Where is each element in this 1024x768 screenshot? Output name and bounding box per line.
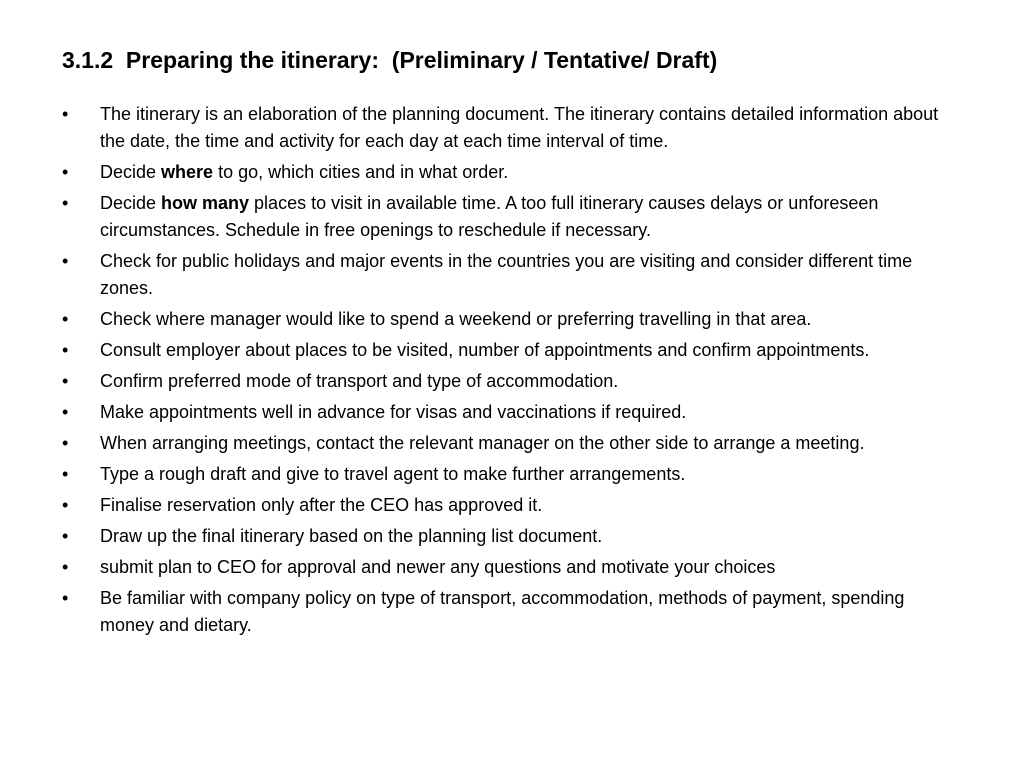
bullet-icon: • (62, 371, 69, 391)
bullet-icon: • (62, 464, 69, 484)
bullet-text: Be familiar with company policy on type of transport, accommodation, methods of payment, spending money and dietary. (100, 588, 905, 635)
list-item (62, 306, 962, 333)
list-item (62, 190, 962, 244)
bullet-icon: • (62, 557, 69, 577)
bullet-list (62, 101, 962, 643)
list-item (62, 399, 962, 426)
bullet-text: When arranging meetings, contact the relevant manager on the other side to arrange a meeting. (100, 433, 865, 453)
bullet-text: Confirm preferred mode of transport and type of accommodation. (100, 371, 619, 391)
bullet-text: Type a rough draft and give to travel agent to make further arrangements. (100, 464, 686, 484)
bullet-icon: • (62, 526, 69, 546)
bullet-text: Draw up the final itinerary based on the planning list document. (100, 526, 603, 546)
bullet-text: Check for public holidays and major events in the countries you are visiting and consider different time zones. (100, 251, 913, 298)
list-item (62, 159, 962, 186)
bullet-icon: • (62, 402, 69, 422)
bullet-text-pre: Decide (100, 162, 162, 182)
list-item (62, 430, 962, 457)
bullet-icon: • (62, 309, 69, 329)
bullet-text: Make appointments well in advance for visas and vaccinations if required. (100, 402, 687, 422)
list-item (62, 248, 962, 302)
bullet-text-emphasis: where (161, 162, 214, 182)
list-item (62, 461, 962, 488)
bullet-text: Finalise reservation only after the CEO has approved it. (100, 495, 543, 515)
list-item (62, 101, 962, 155)
bullet-icon: • (62, 251, 69, 271)
bullet-text: The itinerary is an elaboration of the planning document. The itinerary contains detailed information about the date, the time and activity for each day at each time interval of time. (100, 104, 939, 151)
list-item (62, 492, 962, 519)
bullet-text-post: to go, which cities and in what order. (213, 162, 509, 182)
bullet-text: Consult employer about places to be visited, number of appointments and confirm appointments. (100, 340, 870, 360)
bullet-text-emphasis: how many (161, 193, 250, 213)
bullet-text-pre: Decide (100, 193, 162, 213)
bullet-icon: • (62, 104, 69, 124)
list-item (62, 554, 962, 581)
bullet-icon: • (62, 193, 69, 213)
bullet-text (100, 193, 878, 240)
list-item (62, 585, 962, 639)
bullet-text-post: places to visit in available time. A too full itinerary causes delays or unforeseen circumstances. Schedule in free openings to reschedule if necessary. (100, 193, 879, 240)
bullet-icon: • (62, 495, 69, 515)
bullet-icon: • (62, 340, 69, 360)
slide-title: 3.1.2 Preparing the itinerary: (Preliminary / Tentative/ Draft) (62, 47, 718, 73)
bullet-icon: • (62, 588, 69, 608)
bullet-icon: • (62, 162, 69, 182)
list-item (62, 337, 962, 364)
list-item (62, 368, 962, 395)
bullet-icon: • (62, 433, 69, 453)
bullet-text (100, 162, 508, 182)
bullet-text: Check where manager would like to spend a weekend or preferring travelling in that area. (100, 309, 812, 329)
list-item (62, 523, 962, 550)
bullet-text: submit plan to CEO for approval and newer any questions and motivate your choices (100, 557, 776, 577)
